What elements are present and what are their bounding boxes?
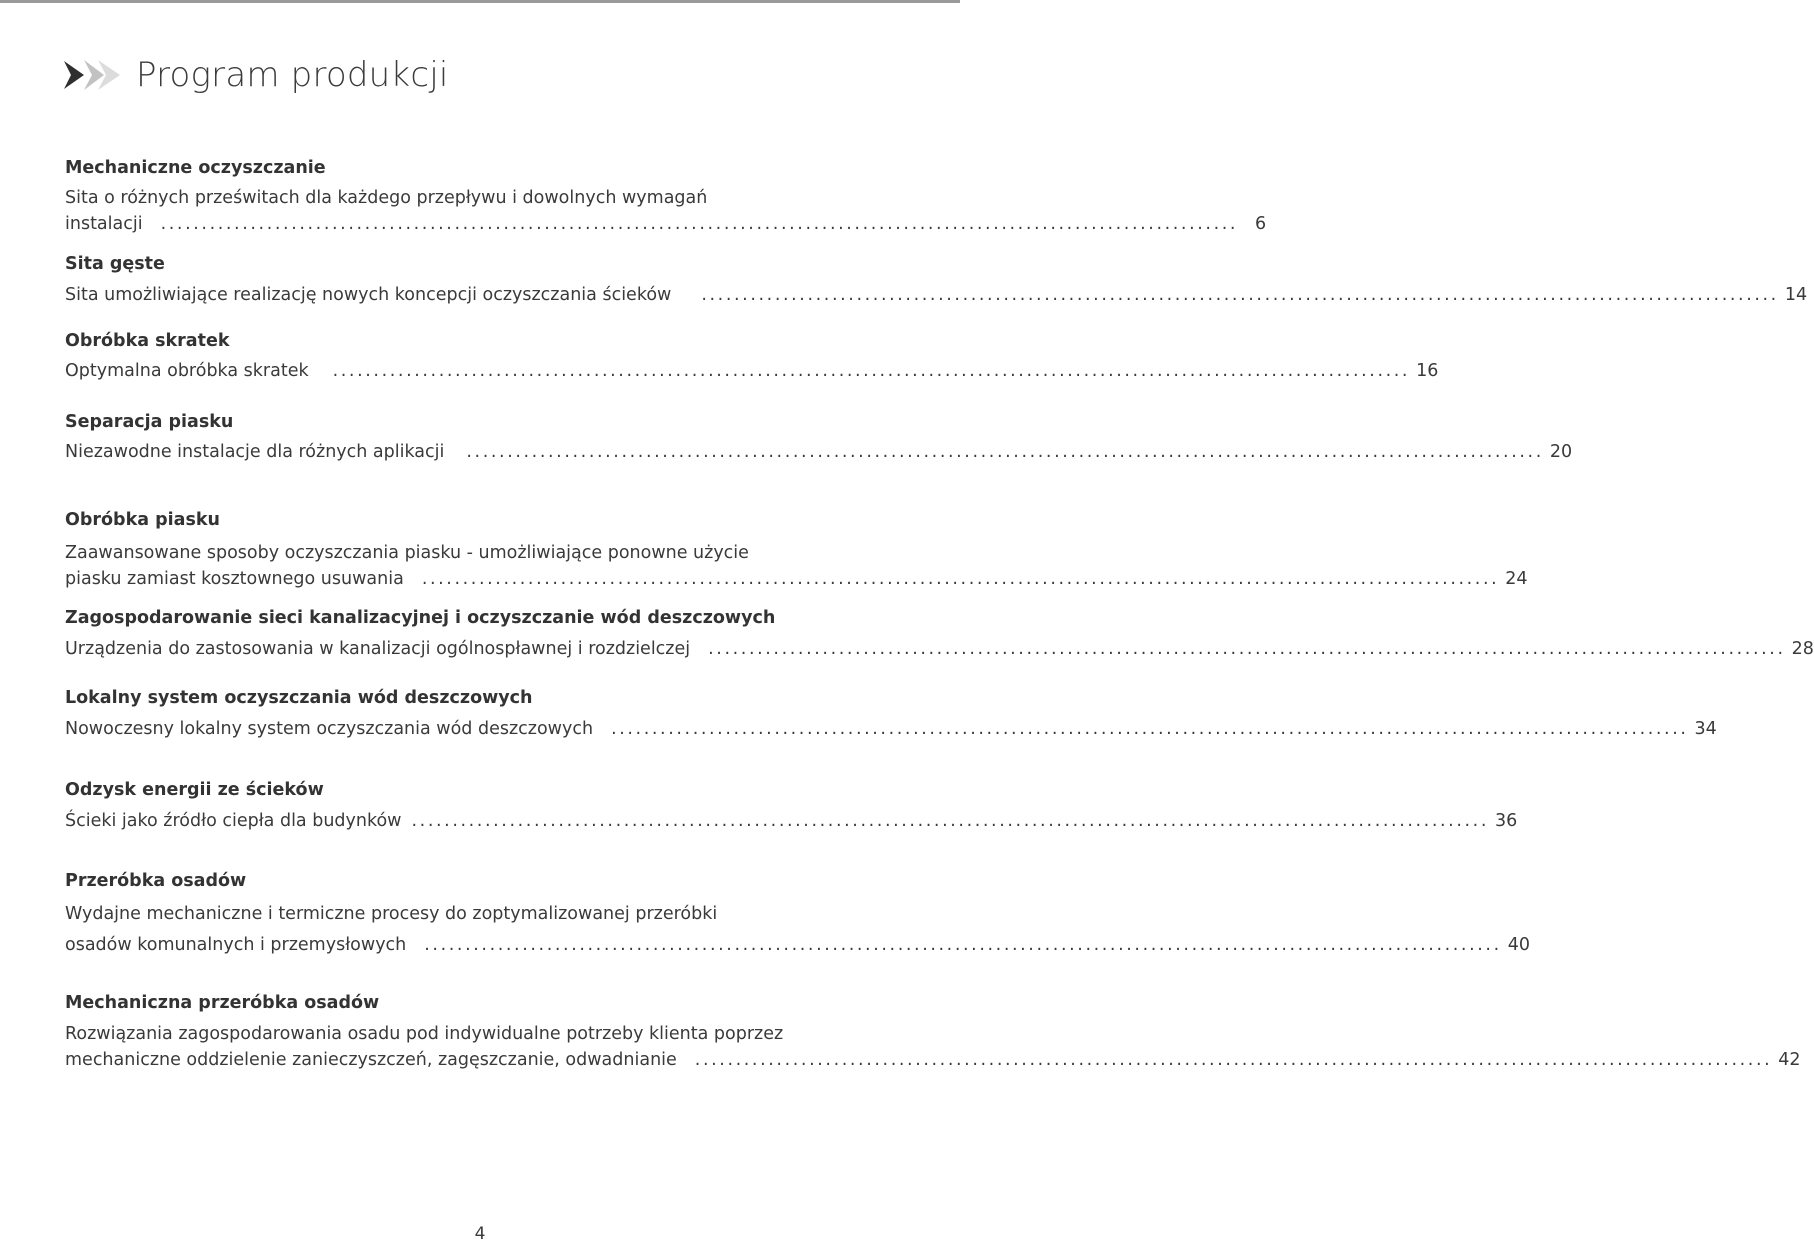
toc-entry-text: instalacji [65,214,143,234]
toc-entry-description: Zaawansowane sposoby oczyszczania piasku - umożliwiające ponowne użycie [65,543,749,563]
dot-leader: .................................................................................................................................... [160,214,1239,234]
toc-entry-title: Przeróbka osadów [65,871,247,891]
toc-entry-title: Obróbka piasku [65,510,220,530]
dot-leader: .................................................................................................................................... [332,361,1411,381]
toc-entry-title: Mechaniczna przeróbka osadów [65,993,380,1013]
toc-entry-leader-line[interactable] [65,439,1573,465]
toc-page-number: 6 [1254,214,1267,234]
toc-entry-local-stormwater [65,687,1717,742]
toc-entry-text: Urządzenia do zastosowania w kanalizacji ogólnospławnej i rozdzielczej [65,639,691,659]
double-chevron-right-icon [62,58,124,92]
dot-leader: .................................................................................................................................... [421,569,1500,589]
toc-entry-text: osadów komunalnych i przemysłowych [65,935,407,955]
toc-entry-mechanical-sludge [65,992,1801,1073]
toc-entry-sewer-stormwater [65,607,1814,662]
toc-entry-text: Nowoczesny lokalny system oczyszczania wód deszczowych [65,719,594,739]
toc-page-number: 36 [1494,811,1518,831]
dot-leader: .................................................................................................................................... [411,811,1489,831]
toc-entry-title: Obróbka skratek [65,331,230,351]
toc-entry-leader-line[interactable] [65,636,1814,662]
toc-entry-leader-line[interactable] [65,808,1518,834]
toc-entry-leader-line[interactable] [65,358,1439,384]
toc-page-number: 16 [1416,361,1439,381]
toc-entry-text: mechaniczne oddzielenie zanieczyszczeń, zagęszczanie, odwadnianie [65,1050,677,1070]
toc-entry-wastewater-energy [65,779,1518,834]
dot-leader: .................................................................................................................................... [701,285,1779,305]
top-rule [0,0,960,3]
toc-entry-leader-line[interactable] [65,716,1717,742]
toc-entry-leader-line[interactable] [65,282,1808,308]
toc-entry-text: Optymalna obróbka skratek [65,361,309,381]
toc-page-number: 20 [1549,442,1573,462]
toc-entry-leader-line[interactable] [65,1047,1801,1073]
toc-page-number: 34 [1694,719,1717,739]
toc-entry-text: Niezawodne instalacje dla różnych aplikacji [65,442,445,462]
toc-entry-leader-line[interactable] [65,932,1531,958]
page-header [62,50,449,100]
toc-page-number: 14 [1784,285,1808,305]
toc-entry-leader-line[interactable] [65,211,1267,237]
toc-entry-title: Sita gęste [65,254,165,274]
toc-entry-screenings-treatment [65,330,1439,384]
toc-page-number: 28 [1791,639,1814,659]
dot-leader: .................................................................................................................................... [694,1050,1773,1070]
toc-entry-text: Sita umożliwiające realizację nowych koncepcji oczyszczania ścieków [65,285,672,305]
toc-entry-description: Wydajne mechaniczne i termiczne procesy do zoptymalizowanej przeróbki [65,904,718,924]
toc-page-number: 40 [1507,935,1531,955]
page-title: Program produkcji [136,55,449,95]
toc-entry-title: Mechaniczne oczyszczanie [65,158,326,178]
footer-page-number: 4 [474,1224,486,1244]
toc-entry-title: Zagospodarowanie sieci kanalizacyjnej i oczyszczanie wód deszczowych [65,608,776,628]
toc-page-number: 24 [1505,569,1528,589]
toc-entry-text: piasku zamiast kosztownego usuwania [65,569,404,589]
toc-entry-title: Odzysk energii ze ścieków [65,780,324,800]
toc-entry-sludge-treatment [65,870,1531,958]
toc-entry-leader-line[interactable] [65,566,1528,592]
toc-entry-fine-screens [65,253,1808,308]
toc-entry-title: Lokalny system oczyszczania wód deszczowych [65,688,533,708]
toc-entry-sand-separation [65,411,1573,465]
dot-leader: .................................................................................................................................... [611,719,1689,739]
toc-entry-description: Sita o różnych prześwitach dla każdego przepływu i dowolnych wymagań [65,188,708,208]
dot-leader: .................................................................................................................................... [424,935,1502,955]
toc-entry-title: Separacja piasku [65,412,234,432]
toc-entry-mechanical-cleaning [65,157,1267,237]
toc-entry-description: Rozwiązania zagospodarowania osadu pod indywidualne potrzeby klienta poprzez [65,1024,784,1044]
toc-page-number: 42 [1778,1050,1801,1070]
dot-leader: .................................................................................................................................... [466,442,1544,462]
toc-entry-text: Ścieki jako źródło ciepła dla budynków [65,811,402,831]
dot-leader: .................................................................................................................................... [708,639,1786,659]
toc-entry-sand-treatment [65,509,1528,592]
